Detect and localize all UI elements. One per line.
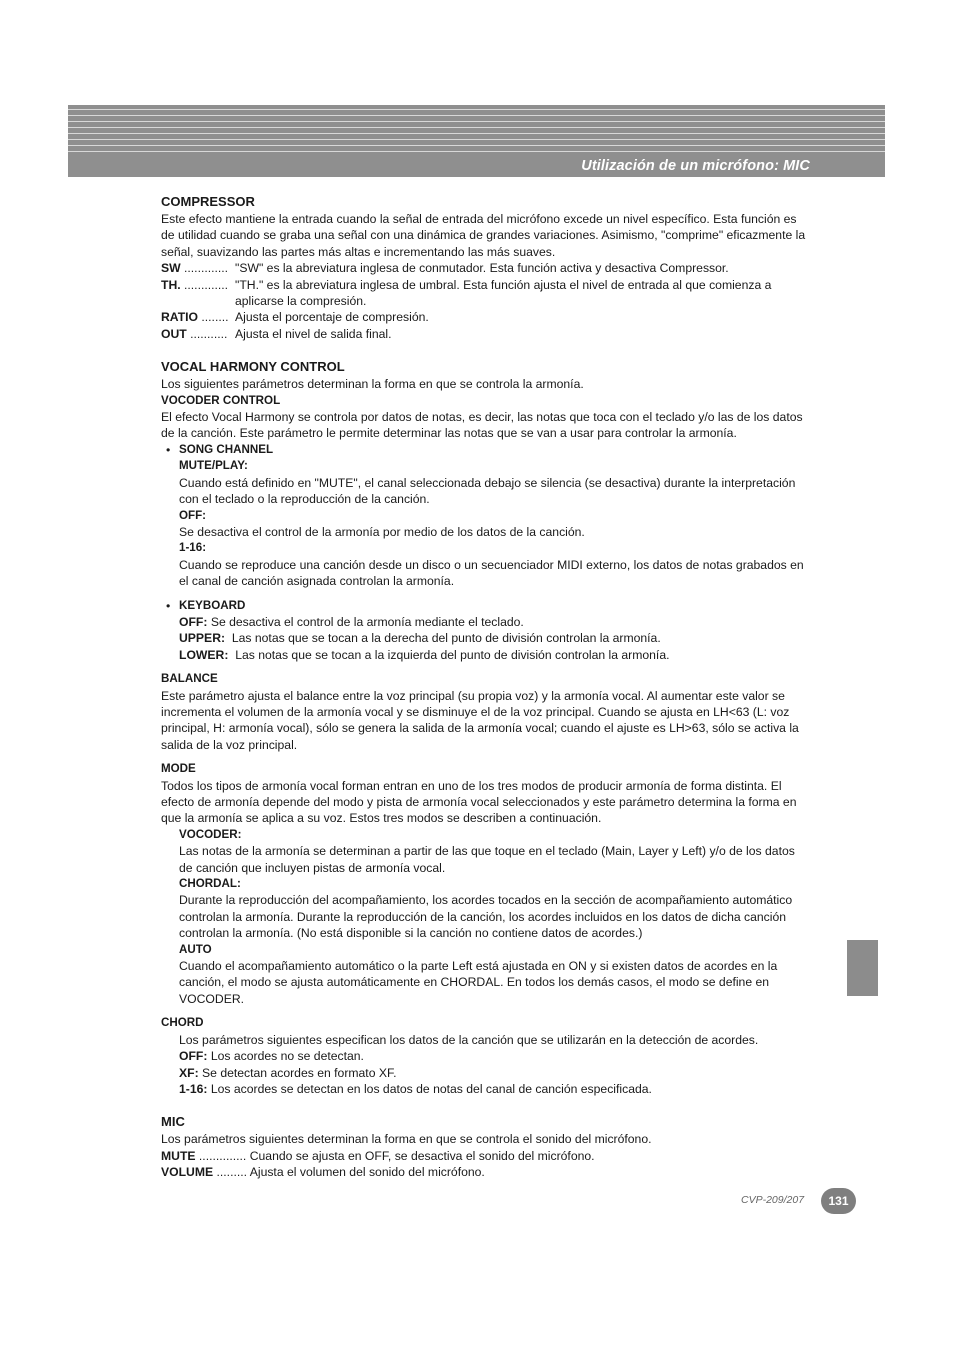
mic-volume-label: VOLUME: [161, 1165, 214, 1180]
param-desc: Ajusta el porcentaje de compresión.: [235, 310, 429, 325]
mic-intro: Los parámetros siguientes determinan la forma en que se controla el sonido del micrófono.: [161, 1132, 652, 1147]
chapter-tab: [847, 940, 878, 996]
chord-ch-line: [179, 1081, 811, 1097]
mode-heading: MODE: [161, 762, 196, 776]
chord-xf-line: [179, 1065, 811, 1081]
mic-heading: MIC: [161, 1114, 185, 1130]
mode-list: [161, 827, 811, 1007]
mute-play-text: Cuando está definido en "MUTE", el canal seleccionada debajo se silencia (se desactiva) durante la interpretación con el teclado o la reproducción de la canción.: [179, 475, 796, 507]
chord-off-label: OFF:: [179, 1049, 208, 1064]
keyboard-item: [161, 598, 811, 664]
vocoder-control-text: El efecto Vocal Harmony se controla por datos de notas, es decir, las notas que toca con el teclado y/o las de los datos de la canción. Este parámetro le permite determinar las notas que se van a usar para controlar la armonía.: [161, 410, 803, 441]
kb-lower-label: LOWER:: [179, 647, 229, 662]
compressor-heading: COMPRESSOR: [161, 194, 255, 209]
param-ratio: [161, 309, 811, 325]
chordal-text: Durante la reproducción del acompañamiento, los acordes tocados en la sección de acompañamiento automático controlan la armonía. Durante la reproducción de la canción, los acordes incluidos en los datos de dicha canción controlan la armonía. (No está disponible si la canción no contiene datos de acordes.): [179, 893, 793, 941]
vocoder-text: Las notas de la armonía se determinan a partir de las que toque en el teclado (Main, Layer y Left) y/o de los datos de canción que incluyen pistas de armonía vocal.: [179, 844, 795, 875]
balance-heading: BALANCE: [161, 672, 218, 686]
chord-text: Los parámetros siguientes especifican los datos de la canción que se utilizarán en la detección de acordes.: [179, 1032, 759, 1047]
vocoder-control-heading: VOCODER CONTROL: [161, 393, 281, 407]
kb-upper-label: UPPER:: [179, 631, 226, 646]
chord-off-line: [179, 1048, 811, 1064]
kb-upper-line: [179, 630, 811, 646]
sc-off-text: Se desactiva el control de la armonía por medio de los datos de la canción.: [179, 524, 585, 539]
sc-channel-text: Cuando se reproduce una canción desde un disco o un secuenciador MIDI externo, los datos de notas grabados en el canal de canción asignada controlan la armonía.: [179, 557, 804, 589]
leader-dots: .............: [180, 277, 229, 292]
param-term: RATIO: [161, 310, 199, 325]
mic-mute-text: Cuando se ajusta en OFF, se desactiva el sonido del micrófono.: [246, 1148, 595, 1163]
leader-dots: ........: [198, 310, 229, 325]
header-band: [68, 105, 885, 177]
auto-text: Cuando el acompañamiento automático o la parte Left está ajustada en ON y si existen datos de acordes en la canción, el modo se ajusta automáticamente en CHORDAL. En todos los demás casos, el modo se define en VOCODER.: [179, 959, 778, 1006]
bullet-icon: •: [166, 598, 171, 613]
kb-lower-text: Las notas que se tocan a la izquierda del punto de división controlan la armonía.: [228, 647, 670, 662]
kb-off-text: Se desactiva el control de la armonía mediante el teclado.: [207, 614, 524, 629]
mic-volume-line: [161, 1164, 811, 1180]
kb-lower-line: [179, 647, 811, 663]
param-desc: "TH." es la abreviatura inglesa de umbral. Esta función ajusta el nivel de entrada al que comienza a aplicarse la compresión.: [235, 277, 772, 309]
kb-off-line: [179, 614, 811, 630]
vocoder-label: VOCODER:: [179, 827, 242, 841]
chord-heading: CHORD: [161, 1016, 204, 1030]
mute-play-label: MUTE/PLAY:: [179, 459, 248, 473]
section-title: Utilización de un micrófono: MIC: [581, 158, 810, 174]
chord-xf-text: Se detectan acordes en formato XF.: [198, 1065, 397, 1080]
bullet-icon: •: [166, 442, 171, 457]
compressor-intro: Este efecto mantiene la entrada cuando la señal de entrada del micrófono excede un nivel específico. Esta función es de utilidad cuando se graba una señal con una dinámica de grandes variaciones. Asimismo, "comprime" eficazmente la señal, suavizando las partes más altas e incrementando las más suaves.: [161, 212, 806, 259]
mic-volume-text: Ajusta el volumen del sonido del micrófono.: [247, 1165, 485, 1180]
chord-off-text: Los acordes no se detectan.: [207, 1049, 364, 1064]
auto-label: AUTO: [179, 942, 212, 956]
param-term: OUT: [161, 326, 187, 341]
param-term: SW: [161, 261, 181, 276]
mic-mute-line: [161, 1148, 811, 1164]
vhc-heading: VOCAL HARMONY CONTROL: [161, 359, 345, 375]
leader-dots: .............: [180, 261, 229, 276]
kb-off-label: OFF:: [179, 614, 208, 629]
mic-mute-label: MUTE: [161, 1148, 196, 1163]
param-desc: Ajusta el nivel de salida final.: [235, 326, 392, 341]
keyboard-heading: KEYBOARD: [179, 598, 246, 612]
mode-text: Todos los tipos de armonía vocal forman entran en uno de los tres modos de producir armonía de forma distinta. El efecto de armonía depende del modo y pista de armonía vocal seleccionados y este parámetro determina la forma en que la armonía se aplica a su voz. Estos tres modos se describen a continuación.: [161, 778, 797, 826]
param-term: TH.: [161, 277, 181, 292]
chord-ch-label: 1-16:: [179, 1081, 208, 1096]
leader-dots: ..............: [195, 1148, 247, 1163]
param-th: [161, 277, 811, 310]
sc-channel-label: 1-16:: [179, 541, 207, 555]
song-channel-item: [161, 442, 811, 590]
model-name: CVP-209/207: [741, 1194, 805, 1206]
leader-dots: .........: [213, 1165, 248, 1180]
vhc-intro: Los siguientes parámetros determinan la forma en que se controla la armonía.: [161, 377, 584, 392]
chordal-label: CHORDAL:: [179, 877, 241, 891]
param-sw: [161, 260, 811, 276]
page-number: 131: [821, 1188, 856, 1214]
param-out: [161, 326, 811, 342]
leader-dots: ...........: [186, 326, 228, 341]
balance-text: Este parámetro ajusta el balance entre la voz principal (su propia voz) y la armonía vocal. Al aumentar este valor se incrementa el volumen de la armonía vocal y se disminuye el de la voz principal. Cuando se ajusta en LH<63 (L: voz principal, H: armonía vocal), sólo se genera la salida de la armonía vocal; cuando el ajuste es LH>63, sólo se activa la salida de la voz principal.: [161, 688, 799, 752]
main-content: [161, 193, 811, 1181]
song-channel-heading: SONG CHANNEL: [179, 442, 274, 456]
chord-xf-label: XF:: [179, 1065, 199, 1080]
sc-off-label: OFF:: [179, 508, 207, 522]
chord-list: [161, 1032, 811, 1098]
param-desc: "SW" es la abreviatura inglesa de conmutador. Esta función activa y desactiva Compressor.: [235, 261, 729, 276]
kb-upper-text: Las notas que se tocan a la derecha del punto de división controlan la armonía.: [225, 631, 661, 646]
chord-ch-text: Los acordes se detectan en los datos de notas del canal de canción especificada.: [207, 1081, 652, 1096]
